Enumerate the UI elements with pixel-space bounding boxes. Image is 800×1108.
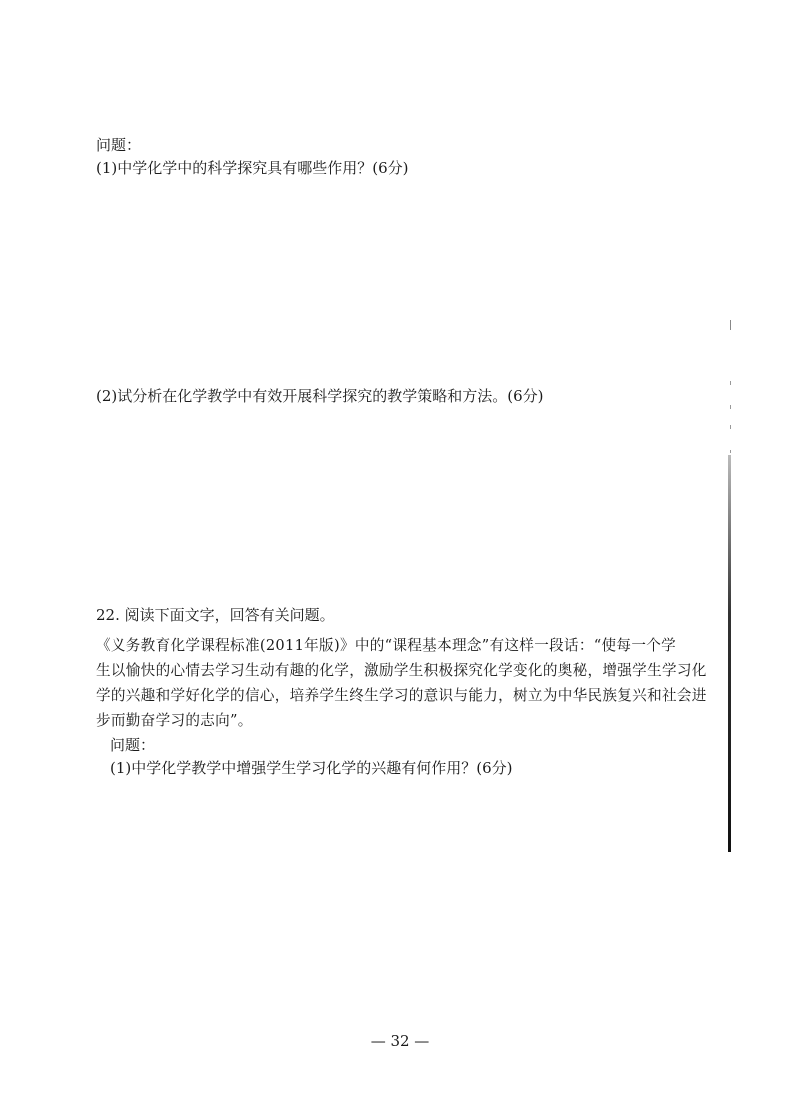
question-label-22: 问题： — [110, 736, 156, 754]
page-number: — 32 — — [370, 1032, 430, 1050]
scan-margin-mark — [730, 381, 731, 385]
question-2: (2)试分析在化学教学中有效开展科学探究的教学策略和方法。(6分) — [96, 387, 544, 405]
passage-line-4: 步而勤奋学习的志向”。 — [96, 712, 253, 729]
passage-line-3: 学的兴趣和学好化学的信心，培养学生终生学习的意识与能力，树立为中华民族复兴和社会进 — [96, 687, 707, 704]
scan-margin-mark — [730, 450, 731, 453]
scan-margin-line — [728, 455, 731, 852]
scan-margin-mark — [730, 425, 731, 429]
question-1: (1)中学化学中的科学探究具有哪些作用？(6分) — [96, 159, 409, 177]
passage-line-1: 《义务教育化学课程标准(2011年版)》中的“课程基本理念”有这样一段话：“使每一个学 — [96, 637, 676, 654]
question-22-1: (1)中学化学教学中增强学生学习化学的兴趣有何作用？(6分) — [110, 759, 513, 777]
scan-margin-mark — [730, 405, 731, 409]
question-label: 问题： — [96, 136, 142, 154]
scan-margin-mark — [730, 320, 731, 330]
question-22-heading: 22. 阅读下面文字，回答有关问题。 — [96, 606, 335, 624]
passage-line-2: 生以愉快的心情去学习生动有趣的化学，激励学生积极探究化学变化的奥秘，增强学生学习化 — [96, 662, 707, 679]
